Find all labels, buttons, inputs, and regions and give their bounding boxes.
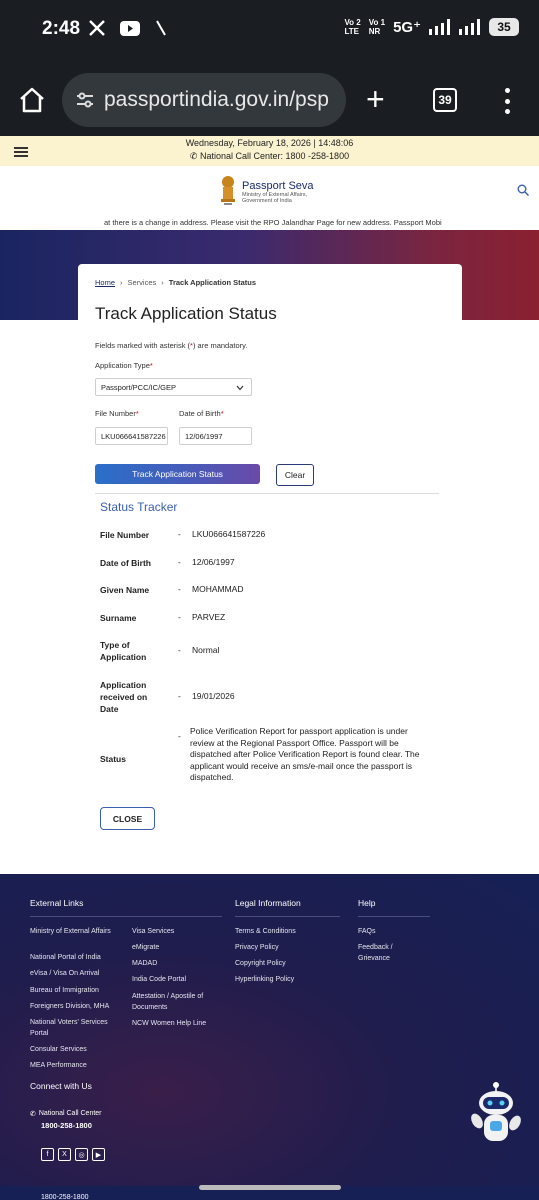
- breadcrumb-current: Track Application Status: [168, 278, 257, 287]
- type-row-value: Normal: [192, 645, 220, 655]
- surname-row-value: PARVEZ: [192, 612, 226, 622]
- signal-slash-icon: [154, 19, 168, 37]
- volte-indicator-1: Vo 2 LTE: [344, 18, 361, 36]
- youtube-icon[interactable]: ▶: [92, 1148, 105, 1161]
- phone-icon: ✆: [30, 1111, 36, 1118]
- phone-icon: ✆: [189, 151, 198, 161]
- footer-link-copyright[interactable]: Copyright Policy: [235, 960, 286, 967]
- close-button[interactable]: CLOSE: [100, 807, 155, 830]
- connect-heading: Connect with Us: [30, 1081, 92, 1091]
- given-name-row-value: MOHAMMAD: [192, 584, 244, 594]
- footer-link-mea[interactable]: Ministry of External Affairs: [30, 928, 111, 935]
- dob-label: Date of Birth*: [179, 409, 224, 418]
- footer-link-evisa[interactable]: eVisa / Visa On Arrival: [30, 970, 100, 977]
- gesture-bar[interactable]: [199, 1185, 341, 1190]
- chevron-down-icon: [236, 385, 244, 391]
- footer-link-terms[interactable]: Terms & Conditions: [235, 928, 296, 935]
- footer-link-voters[interactable]: National Voters' Services Portal: [30, 1019, 108, 1037]
- footer-link-emigrate[interactable]: eMigrate: [132, 944, 160, 951]
- footer-link-madad[interactable]: MADAD: [132, 960, 158, 967]
- more-menu-icon[interactable]: [503, 88, 511, 114]
- application-type-select[interactable]: Passport/PCC/IC/GEP: [95, 378, 252, 396]
- footer-link-attestation[interactable]: Attestation / Apostile of Documents: [132, 993, 204, 1011]
- track-status-button[interactable]: Track Application Status: [95, 464, 260, 484]
- dob-row-label: Date of Birth: [100, 558, 151, 568]
- received-date-row-value: 19/01/2026: [192, 691, 235, 701]
- status-row-value: Police Verification Report for passport application is under review at the Regional Passport Office. Passport will be dispatched after Police Verification Report is found clear. The applicant would receive an sms/e-mail once the passport is dispatched.: [190, 726, 420, 782]
- footer-link-faqs[interactable]: FAQs: [358, 928, 376, 935]
- breadcrumb-services[interactable]: Services: [127, 278, 157, 287]
- application-type-label: Application Type*: [95, 361, 153, 370]
- breadcrumb: [95, 278, 256, 287]
- home-icon[interactable]: [18, 86, 46, 114]
- site-settings-icon[interactable]: [76, 91, 94, 109]
- site-footer: [0, 874, 539, 1186]
- type-row-label: Type of Application: [100, 640, 147, 662]
- footer-link-ncw[interactable]: NCW Women Help Line: [132, 1020, 207, 1027]
- volte-indicator-2: Vo 1 NR: [368, 18, 386, 36]
- brand-logo[interactable]: Passport Seva Ministry of External Affairs, Government of India: [242, 180, 314, 204]
- breadcrumb-home[interactable]: Home: [95, 278, 116, 287]
- dob-row-value: 12/06/1997: [192, 557, 235, 567]
- footer-link-india-code[interactable]: India Code Portal: [132, 976, 187, 983]
- footer-link-national-portal[interactable]: National Portal of India: [30, 954, 101, 961]
- search-icon[interactable]: [517, 184, 529, 196]
- ncc-number[interactable]: 1800-258-1800: [41, 1121, 92, 1130]
- clock: 2:48: [42, 18, 81, 39]
- youtube-notification-icon: [120, 21, 140, 36]
- site-header: [0, 166, 539, 216]
- file-number-row-value: LKU066641587226: [192, 529, 266, 539]
- x-icon[interactable]: X: [58, 1148, 71, 1161]
- clear-button[interactable]: Clear: [276, 464, 314, 486]
- current-datetime: Wednesday, February 18, 2026 | 14:48:06: [185, 138, 354, 148]
- x-notification-icon: [88, 19, 106, 37]
- legal-heading: Legal Information: [235, 898, 301, 908]
- address-bar[interactable]: [62, 73, 346, 127]
- signal-strength-icon: [429, 19, 451, 35]
- news-ticker: at there is a change in address. Please visit the RPO Jalandhar Page for new address. Passport Mobi: [104, 218, 442, 227]
- mandatory-note: Fields marked with asterisk (*) are mandatory.: [95, 341, 248, 350]
- battery-icon: 35: [489, 18, 519, 36]
- url-text: passportindia.gov.in/psp: [104, 88, 329, 111]
- help-heading: Help: [358, 898, 376, 908]
- chevron-right-icon: ›: [120, 278, 123, 287]
- received-date-row-label: Application received on Date: [100, 680, 148, 714]
- status-bar: [0, 0, 539, 64]
- call-center-text: National Call Center: 1800 -258-1800: [199, 151, 350, 161]
- file-number-field[interactable]: LKU066641587226: [95, 427, 168, 445]
- footer-link-foreigners[interactable]: Foreigners Division, MHA: [30, 1003, 110, 1010]
- footer-link-consular[interactable]: Consular Services: [30, 1046, 87, 1053]
- chatbot-icon[interactable]: [468, 1081, 524, 1151]
- external-links-heading: External Links: [30, 898, 84, 908]
- new-tab-icon[interactable]: +: [366, 81, 385, 117]
- file-number-row-label: File Number: [100, 530, 150, 540]
- status-row-label: Status: [100, 754, 126, 764]
- footer-link-immigration[interactable]: Bureau of Immigration: [30, 987, 99, 994]
- footer-link-mea-performance[interactable]: MEA Performance: [30, 1062, 87, 1069]
- given-name-row-label: Given Name: [100, 585, 150, 595]
- status-tracker-title: Status Tracker: [100, 500, 178, 514]
- info-bar: [0, 136, 539, 166]
- footer-link-hyperlinking[interactable]: Hyperlinking Policy: [235, 976, 295, 983]
- footer-link-visa-services[interactable]: Visa Services: [132, 928, 175, 935]
- footer-link-privacy[interactable]: Privacy Policy: [235, 944, 279, 951]
- instagram-icon[interactable]: ◎: [75, 1148, 88, 1161]
- surname-row-label: Surname: [100, 613, 137, 623]
- chevron-right-icon: ›: [161, 278, 164, 287]
- social-links: [41, 1148, 105, 1161]
- national-emblem-icon[interactable]: [218, 174, 238, 208]
- tab-switcher-button[interactable]: 39: [433, 88, 457, 112]
- ncc-label: National Call Center: [38, 1110, 102, 1117]
- browser-toolbar: [0, 64, 539, 136]
- page-title: Track Application Status: [95, 304, 277, 323]
- divider: [95, 493, 439, 494]
- dob-field[interactable]: 12/06/1997: [179, 427, 252, 445]
- facebook-icon[interactable]: f: [41, 1148, 54, 1161]
- footer-bottom-number: 1800-258-1800: [41, 1194, 89, 1200]
- file-number-label: File Number*: [95, 409, 139, 418]
- track-status-card: Home › Services › Track Application Status Track Application Status Fields marked with asterisk (*) are mandatory. Application Type* Passport/PCC/IC/GEP File Number* LKU066641587226 Date of Birth* 12/06/1997 Track Application Status Clear Status Tracker File Number - LKU066641587226 Date of Birth - 12/06/1997 Given Name - MOHAMMAD Surname - PARVEZ Type of Application - Normal Application received on Date - 19/01/2026 Status - Police Verification Report for passport application is under review at the Regional Passport Office. Passport will be dispatched after Police Verification Report is found clear. The applicant would receive an sms/e-mail once the passport is dispatched. CLOSE: [78, 264, 462, 874]
- signal-strength-icon-2: [459, 19, 481, 35]
- footer-link-feedback[interactable]: Feedback / Grievance: [358, 944, 393, 962]
- network-type: 5G⁺: [393, 19, 421, 36]
